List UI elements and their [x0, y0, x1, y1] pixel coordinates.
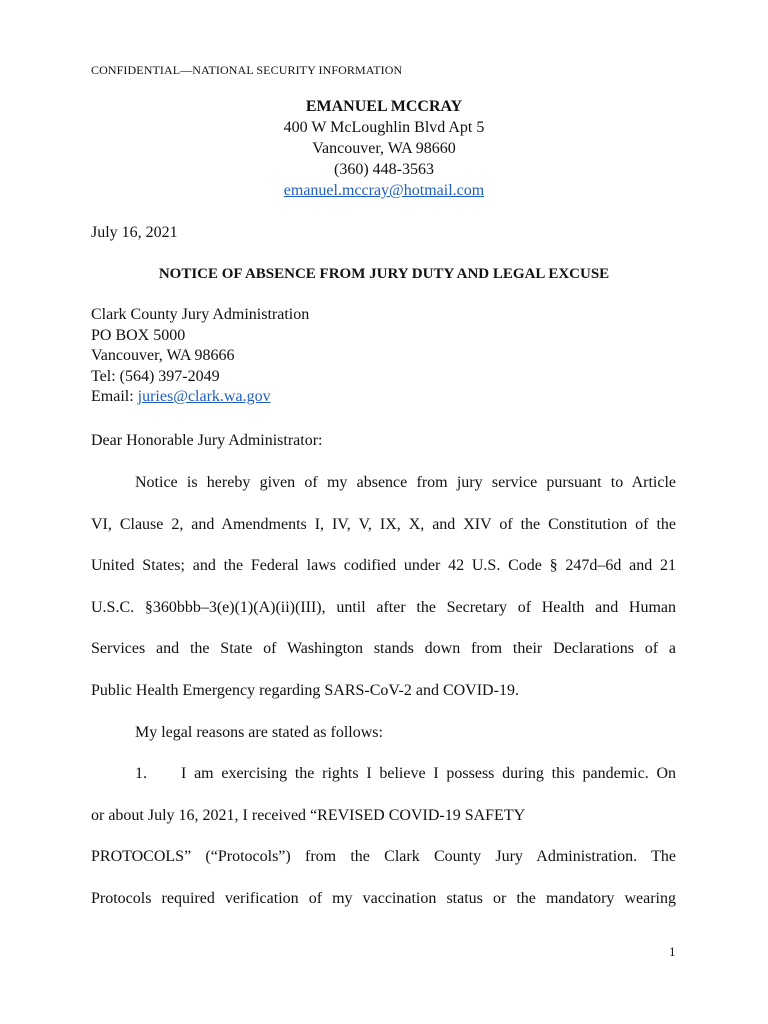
- classification-header: CONFIDENTIAL—NATIONAL SECURITY INFORMATION: [91, 63, 403, 77]
- letter-date: July 16, 2021: [91, 224, 178, 241]
- recipient-city: Vancouver, WA 98666: [91, 347, 235, 364]
- para1-line: U.S.C. §360bbb–3(e)(1)(A)(ii)(III), until after the Secretary of Health and Human: [91, 599, 676, 616]
- recipient-tel: Tel: (564) 397-2049: [91, 367, 220, 385]
- recipient-email-label: Email:: [91, 388, 138, 405]
- sender-name: EMANUEL MCCRAY: [305, 98, 463, 115]
- sender-address-line1: 400 W McLoughlin Blvd Apt 5: [283, 119, 485, 136]
- recipient-email-link[interactable]: juries@clark.wa.gov: [137, 388, 271, 405]
- item1-line: I am exercising the rights I believe I possess during this pandemic. On: [181, 765, 676, 782]
- letter-subject: NOTICE OF ABSENCE FROM JURY DUTY AND LEGAL EXCUSE: [158, 266, 610, 282]
- para1-line: United States; and the Federal laws codified under 42 U.S. Code § 247d–6d and 21: [91, 557, 676, 574]
- para1-line: Services and the State of Washington stands down from their Declarations of a: [91, 640, 676, 657]
- item1-number: 1.: [135, 765, 147, 782]
- item1-line: Protocols required verification of my vaccination status or the mandatory wearing: [91, 890, 676, 907]
- sender-email-link[interactable]: emanuel.mccray@hotmail.com: [283, 182, 485, 199]
- para1-line: Notice is hereby given of my absence from jury service pursuant to Article: [135, 474, 676, 491]
- item1-line: or about July 16, 2021, I received “REVISED COVID-19 SAFETY: [91, 807, 526, 824]
- page-number: 1: [669, 944, 676, 959]
- para1-line: Public Health Emergency regarding SARS-CoV-2 and COVID-19.: [91, 682, 519, 699]
- item1-line: PROTOCOLS” (“Protocols”) from the Clark County Jury Administration. The: [91, 848, 676, 865]
- sender-phone: (360) 448-3563: [334, 161, 434, 178]
- para1-line: VI, Clause 2, and Amendments I, IV, V, IX, X, and XIV of the Constitution of the: [91, 516, 676, 533]
- para2-line: My legal reasons are stated as follows:: [135, 724, 383, 741]
- recipient-org: Clark County Jury Administration: [91, 306, 310, 323]
- sender-email-container: [0, 180, 768, 201]
- recipient-po-box: PO BOX 5000: [91, 326, 186, 344]
- salutation: Dear Honorable Jury Administrator:: [91, 432, 323, 449]
- recipient-email-line: [91, 387, 309, 408]
- recipient-block: [91, 305, 309, 408]
- sender-address-line2: Vancouver, WA 98660: [312, 140, 456, 157]
